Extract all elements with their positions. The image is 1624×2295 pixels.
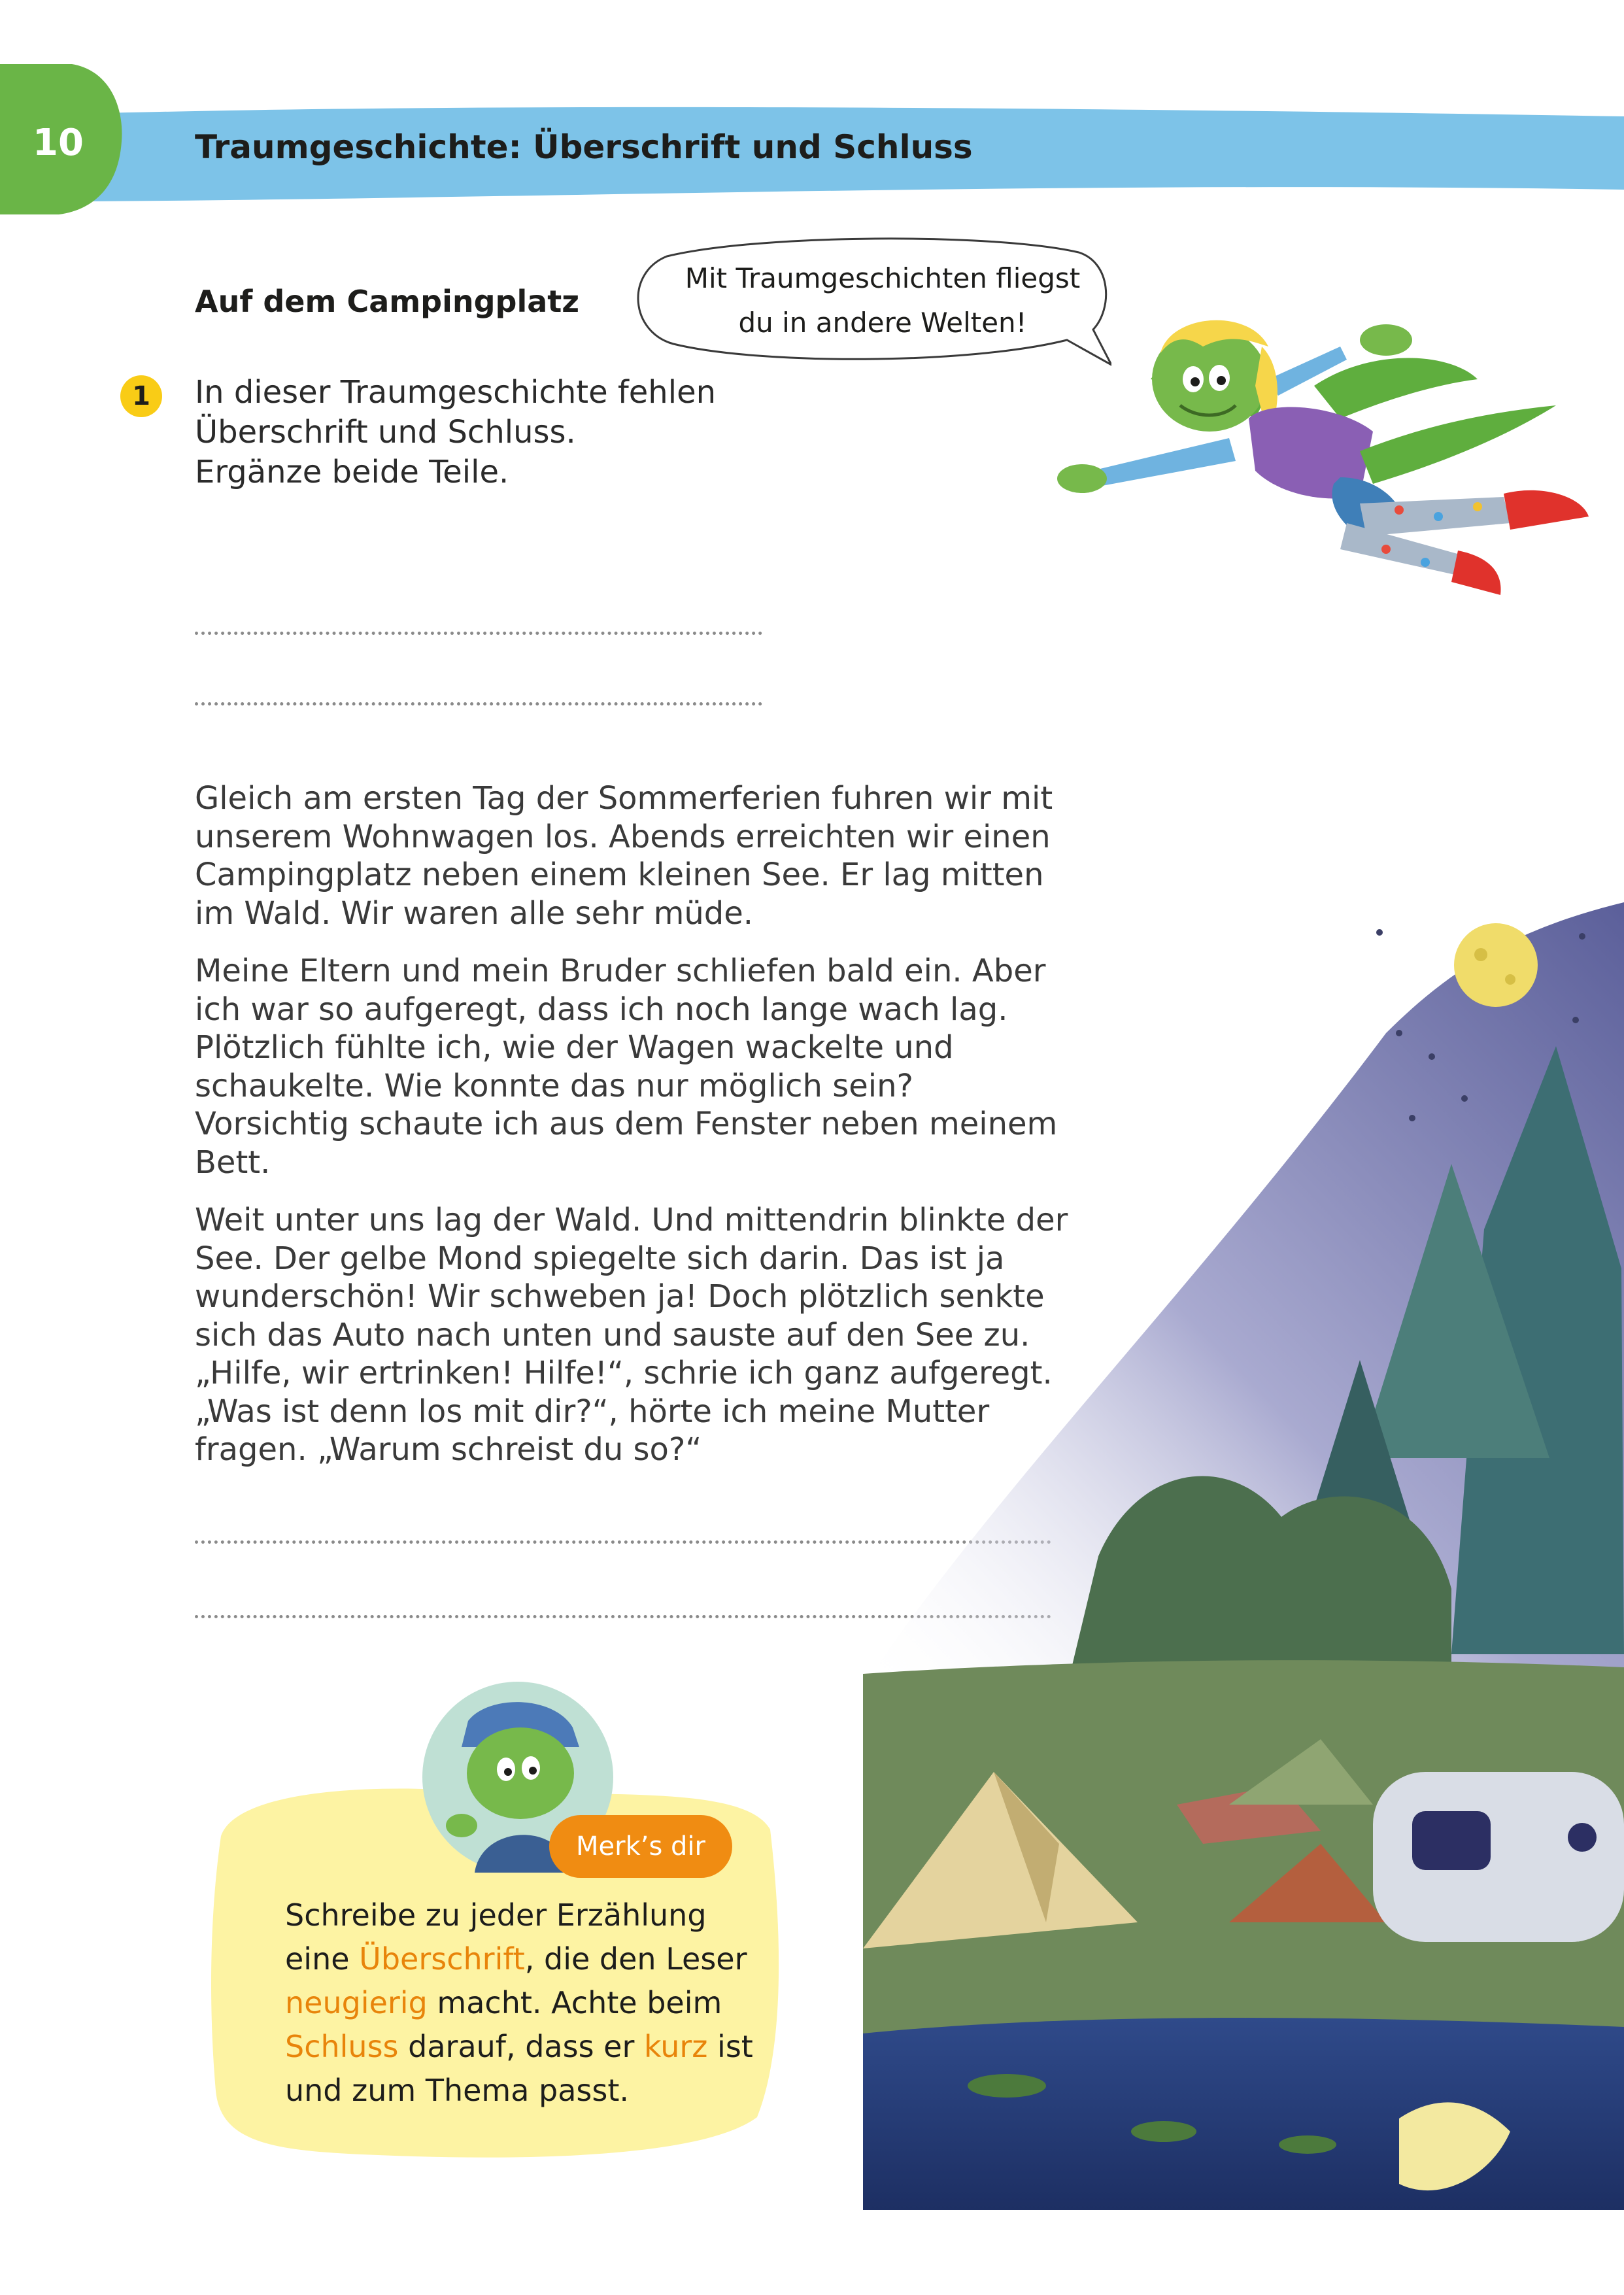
task-instructions [195, 373, 783, 492]
headline-write-line[interactable] [195, 702, 762, 706]
tip-text-part: Schreibe zu jeder Erzählung eine [285, 1897, 707, 1977]
tip-keyword: Überschrift [359, 1941, 525, 1977]
task-line: In dieser Traumgeschichte fehlen [195, 374, 717, 411]
tip-text-part: macht. Achte beim [427, 1985, 722, 2020]
tip-keyword: neugierig [285, 1985, 428, 2020]
tip-tag: Merk’s dir [549, 1815, 732, 1878]
story-paragraph: Meine Eltern und mein Bruder schliefen bald ein. Aber ich war so aufgeregt, dass ich noch lange wach lag. Plötzlich fühlte ich, wie der Wagen wackelte und schaukelte. Wie konnte das nur möglich sein? Vorsichtig schaute ich aus dem Fenster neben meinem Bett. [195, 953, 1058, 1181]
page-title: Traumgeschichte: Überschrift und Schluss [195, 128, 973, 166]
flying-dragon-girl-illustration [1033, 307, 1602, 621]
story-paragraph: Gleich am ersten Tag der Sommerferien fuhren wir mit unserem Wohnwagen los. Abends erreichten wir einen Campingplatz neben einem kleinen See. Er lag mitten im Wald. Wir waren alle sehr müde. [195, 780, 1053, 932]
tip-text-part: ist und zum Thema passt. [285, 2029, 753, 2108]
task-line: Ergänze beide Teile. [195, 454, 509, 490]
story-paragraph: Weit unter uns lag der Wald. Und mittendrin blinkte der See. Der gelbe Mond spiegelte sich darin. Das ist ja wunderschön! Wir schweben ja! Doch plötzlich senkte sich das Auto nach unten und sauste auf den See zu. „Hilfe, wir ertrinken! Hilfe!“, schrie ich ganz aufgeregt. „Was ist denn los mit dir?“, hörte ich meine Mutter fragen. „Warum schreist du so?“ [195, 1202, 1068, 1468]
speech-bubble-line: Mit Traumgeschichten fliegst [685, 262, 1081, 294]
headline-write-line[interactable] [195, 632, 762, 635]
task-line: Überschrift und Schluss. [195, 414, 576, 450]
tip-keyword: Schluss [285, 2029, 399, 2064]
speech-bubble-line: du in andere Welten! [738, 307, 1027, 339]
camping-night-illustration [863, 902, 1624, 2210]
task-number-badge: 1 [120, 375, 162, 417]
tip-text-part: , die den Leser [524, 1941, 747, 1977]
tip-text-part: darauf, dass er [398, 2029, 644, 2064]
tip-text [285, 1894, 756, 2113]
tip-keyword: kurz [644, 2029, 708, 2064]
section-title: Auf dem Campingplatz [195, 284, 580, 319]
page-number: 10 [33, 122, 84, 164]
